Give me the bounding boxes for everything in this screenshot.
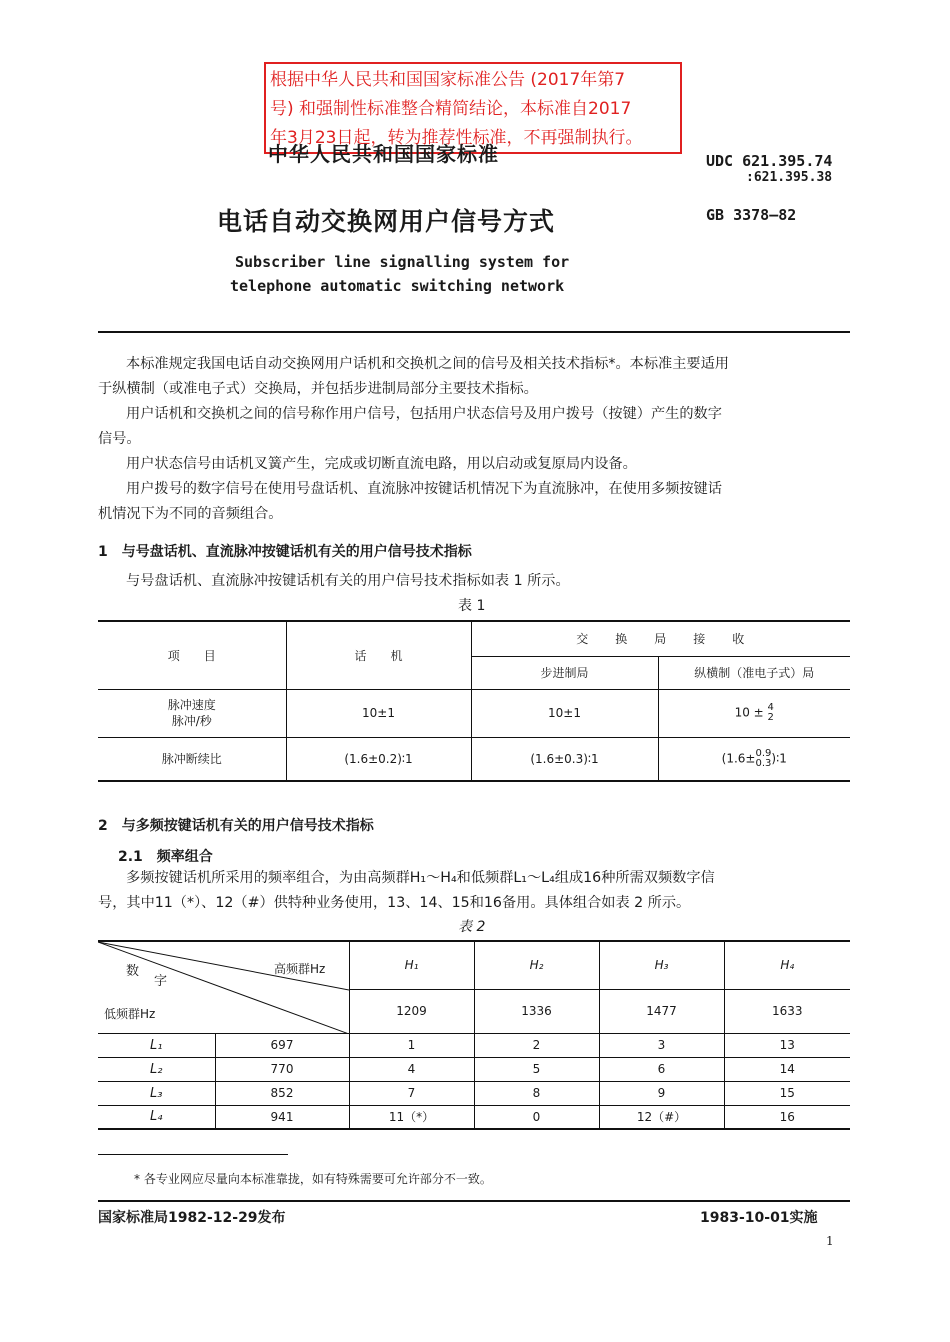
table-2-freq-h3: 1477 [599, 989, 724, 1033]
digit-cell: 3 [599, 1033, 724, 1057]
notice-line-1: 根据中华人民共和国国家标准公告 (2017年第7 [270, 70, 626, 90]
table-2-freq-h2: 1336 [474, 989, 599, 1033]
table-1-row-pulse-speed-label [98, 689, 286, 737]
section-1-heading: 1 与号盘话机、直流脉冲按键话机有关的用户信号技术指标 [98, 544, 472, 560]
issuing-org: 中华人民共和国国家标准 [268, 142, 499, 166]
table-row [98, 1057, 850, 1081]
table-2-header-h3: H₃ [599, 941, 724, 989]
intro-paragraph-1a: 本标准规定我国电话自动交换网用户话机和交换机之间的信号及相关技术指标*。本标准主要适用 [126, 356, 729, 372]
table-1-break-ratio-phone: (1.6±0.2)∶1 [286, 737, 471, 781]
footnote-rule [98, 1154, 288, 1155]
corner-label-low-group: 低频群Hz [104, 1007, 156, 1021]
table-row [98, 1081, 850, 1105]
table-row [98, 1033, 850, 1057]
table-1-header-step-by-step: 步进制局 [471, 656, 658, 689]
digit-cell: 11（*） [349, 1105, 474, 1129]
low-group-label: L₃ [98, 1081, 215, 1105]
intro-paragraph-2b: 信号。 [98, 431, 141, 447]
table-1-pulse-speed-phone: 10±1 [286, 689, 471, 737]
section-2-heading: 2 与多频按键话机有关的用户信号技术指标 [98, 818, 374, 834]
table-1-pulse-speed-step: 10±1 [471, 689, 658, 737]
pulse-speed-label: 脉冲速度 [167, 698, 216, 712]
digit-cell: 1 [349, 1033, 474, 1057]
corner-label-char: 字 [154, 974, 168, 989]
table-1-header-phone: 话 机 [286, 621, 471, 689]
table-2-body [98, 1033, 850, 1129]
digit-cell: 16 [724, 1105, 850, 1129]
document-title-en-1: Subscriber line signalling system for [235, 253, 570, 271]
notice-line-2: 号) 和强制性标准整合精简结论，本标准自2017 [270, 99, 632, 119]
table-1-pulse-speed-crossbar [658, 689, 850, 737]
header-rule [98, 331, 850, 333]
digit-cell: 5 [474, 1057, 599, 1081]
effective-date: 1983-10-01实施 [700, 1210, 818, 1226]
document-title-en-2: telephone automatic switching network [230, 277, 565, 295]
digit-cell: 7 [349, 1081, 474, 1105]
digit-cell: 2 [474, 1033, 599, 1057]
footnote-text: * 各专业网应尽量向本标准靠拢，如有特殊需要可允许部分不一致。 [134, 1172, 492, 1186]
section-2-1-text-a: 多频按键话机所采用的频率组合，为由高频群H₁～H₄和低频群L₁～L₄组成16种所需双频数字信 [126, 870, 715, 886]
table-2-freq-h1: 1209 [349, 989, 474, 1033]
table-1-row-break-ratio-label: 脉冲断续比 [98, 737, 286, 781]
standard-number: GB 3378—82 [706, 206, 797, 224]
table-2-header-h2: H₂ [474, 941, 599, 989]
section-2-1-heading: 2.1 频率组合 [118, 849, 213, 865]
digit-cell: 12（#） [599, 1105, 724, 1129]
notice-line-3: 年3月23日起，转为推荐性标准，不再强制执行。 [270, 128, 643, 148]
intro-paragraph-2a: 用户话机和交换机之间的信号称作用户信号，包括用户状态信号及用户拨号（按键）产生的数字 [126, 406, 722, 422]
table-2-header-h1: H₁ [349, 941, 474, 989]
digit-cell: 9 [599, 1081, 724, 1105]
low-group-frequency: 697 [215, 1033, 349, 1057]
document-title-cn: 电话自动交换网用户信号方式 [217, 207, 556, 236]
section-1-text: 与号盘话机、直流脉冲按键话机有关的用户信号技术指标如表 1 所示。 [126, 573, 570, 589]
intro-paragraph-4b: 机情况下为不同的音频组合。 [98, 506, 283, 522]
table-2-caption: 表 2 [458, 919, 486, 935]
intro-paragraph-1b: 于纵横制（或准电子式）交换局，并包括步进制局部分主要技术指标。 [98, 381, 538, 397]
intro-paragraph-3: 用户状态信号由话机叉簧产生，完成或切断直流电路，用以启动或复原局内设备。 [126, 456, 637, 472]
tolerance-upper: 4 [767, 702, 774, 713]
udc-code-1: UDC 621.395.74 [706, 152, 833, 170]
section-2-1-text-b: 号，其中11（*）、12（#）供特种业务使用，13、14、15和16备用。具体组合如表 2 所示。 [98, 895, 691, 911]
break-ratio-crossbar-tolerance [755, 749, 771, 769]
low-group-label: L₄ [98, 1105, 215, 1129]
intro-paragraph-4a: 用户拨号的数字信号在使用号盘话机、直流脉冲按键话机情况下为直流脉冲，在使用多频按键话 [126, 481, 722, 497]
low-group-label: L₂ [98, 1057, 215, 1081]
page-number: 1 [826, 1234, 834, 1248]
table-row [98, 1105, 850, 1129]
tolerance-upper: 0.9 [755, 747, 772, 759]
digit-cell: 0 [474, 1105, 599, 1129]
footer-rule [98, 1200, 850, 1202]
table-1-break-ratio-crossbar [658, 737, 850, 781]
table-1-break-ratio-step: (1.6±0.3)∶1 [471, 737, 658, 781]
table-2-header-h4: H₄ [724, 941, 850, 989]
digit-cell: 14 [724, 1057, 850, 1081]
table-1-caption: 表 1 [458, 598, 486, 614]
corner-label-high-group: 高频群Hz [274, 962, 326, 976]
udc-code-2: :621.395.38 [746, 170, 833, 185]
corner-label-digit: 数 [126, 964, 140, 979]
break-ratio-crossbar-suffix: )∶1 [771, 751, 787, 766]
table-1-header-crossbar: 纵横制（准电子式）局 [658, 656, 850, 689]
digit-cell: 6 [599, 1057, 724, 1081]
low-group-frequency: 770 [215, 1057, 349, 1081]
table-1-header-item: 项 目 [98, 621, 286, 689]
low-group-label: L₁ [98, 1033, 215, 1057]
digit-cell: 4 [349, 1057, 474, 1081]
issue-date: 国家标准局1982-12-29发布 [98, 1210, 286, 1226]
digit-cell: 15 [724, 1081, 850, 1105]
pulse-speed-unit: 脉冲/秒 [171, 714, 212, 728]
table-2-freq-h4: 1633 [724, 989, 850, 1033]
low-group-frequency: 941 [215, 1105, 349, 1129]
digit-cell: 13 [724, 1033, 850, 1057]
pulse-speed-crossbar-tolerance [768, 703, 774, 723]
table-1-header-exchange: 交 换 局 接 收 [471, 621, 850, 656]
table-2 [98, 940, 850, 1130]
digit-cell: 8 [474, 1081, 599, 1105]
section-2-1-text [98, 866, 715, 916]
break-ratio-crossbar-prefix: (1.6± [721, 751, 756, 766]
tolerance-lower: 2 [767, 712, 774, 723]
tolerance-lower: 0.3 [755, 757, 772, 769]
low-group-frequency: 852 [215, 1081, 349, 1105]
pulse-speed-crossbar-base: 10 ± [734, 705, 764, 720]
intro-section [98, 352, 858, 527]
table-1 [98, 620, 850, 782]
table-2-corner-cell [98, 941, 349, 1033]
